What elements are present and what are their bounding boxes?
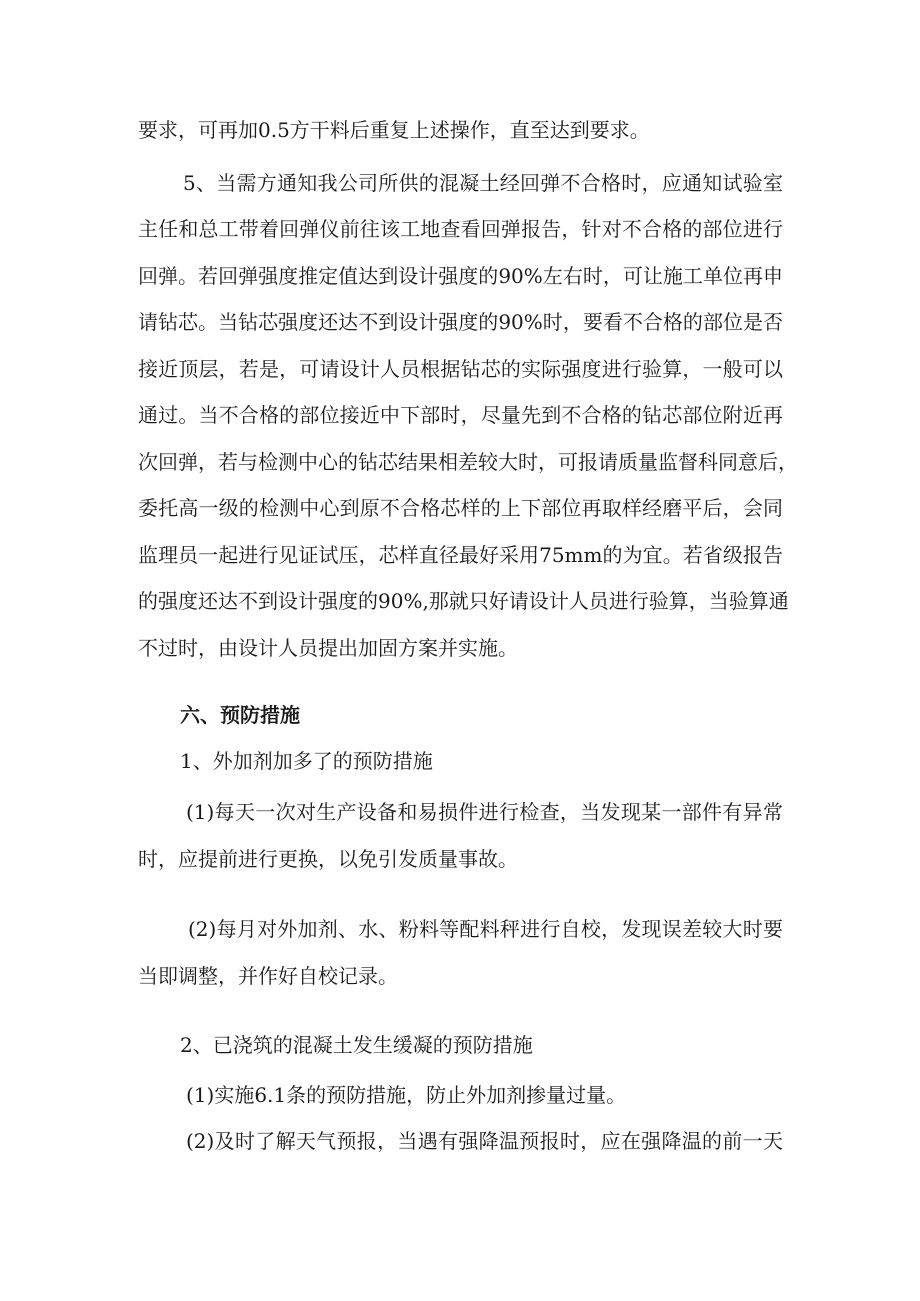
paragraph-line: 的强度还达不到设计强度的90%,那就只好请设计人员进行验算，当验算通 bbox=[138, 589, 789, 613]
paragraph-line: 接近顶层，若是，可请设计人员根据钻芯的实际强度进行验算，一般可以 bbox=[138, 357, 783, 381]
section-heading: 六、预防措施 bbox=[180, 703, 300, 727]
paragraph-line: (2)每月对外加剂、水、粉料等配料秤进行自校，发现误差较大时要 bbox=[188, 917, 783, 941]
subsection-heading: 2、已浇筑的混凝土发生缓凝的预防措施 bbox=[180, 1033, 533, 1057]
paragraph-line: (1)每天一次对生产设备和易损件进行检查，当发现某一部件有异常 bbox=[186, 800, 783, 824]
paragraph-line: (2)及时了解天气预报，当遇有强降温预报时，应在强降温的前一天 bbox=[186, 1129, 783, 1153]
paragraph-line: 主任和总工带着回弹仪前往该工地查看回弹报告，针对不合格的部位进行 bbox=[138, 217, 783, 241]
paragraph-line: 不过时，由设计人员提出加固方案并实施。 bbox=[138, 636, 518, 660]
subsection-heading: 1、外加剂加多了的预防措施 bbox=[180, 749, 433, 773]
paragraph-line: 监理员一起进行见证试压，芯样直径最好采用75mm的为宜。若省级报告 bbox=[138, 543, 783, 567]
paragraph-line: (1)实施6.1条的预防措施，防止外加剂掺量过量。 bbox=[186, 1083, 627, 1107]
paragraph-line: 时，应提前进行更换，以免引发质量事故。 bbox=[138, 847, 518, 871]
paragraph-line: 回弹。若回弹强度推定值达到设计强度的90%左右时，可让施工单位再申 bbox=[138, 264, 783, 288]
paragraph-line: 次回弹，若与检测中心的钻芯结果相差较大时，可报请质量监督科同意后， bbox=[138, 450, 798, 474]
paragraph-line: 要求，可再加0.5方干料后重复上述操作，直至达到要求。 bbox=[138, 118, 650, 142]
paragraph-line: 通过。当不合格的部位接近中下部时，尽量先到不合格的钻芯部位附近再 bbox=[138, 403, 783, 427]
paragraph-line: 委托高一级的检测中心到原不合格芯样的上下部位再取样经磨平后，会同 bbox=[138, 496, 783, 520]
paragraph-line: 请钻芯。当钻芯强度还达不到设计强度的90%时，要看不合格的部位是否 bbox=[138, 310, 783, 334]
paragraph-line: 当即调整，并作好自校记录。 bbox=[138, 964, 398, 988]
paragraph-line: 5、当需方通知我公司所供的混凝土经回弹不合格时，应通知试验室 bbox=[183, 171, 783, 195]
